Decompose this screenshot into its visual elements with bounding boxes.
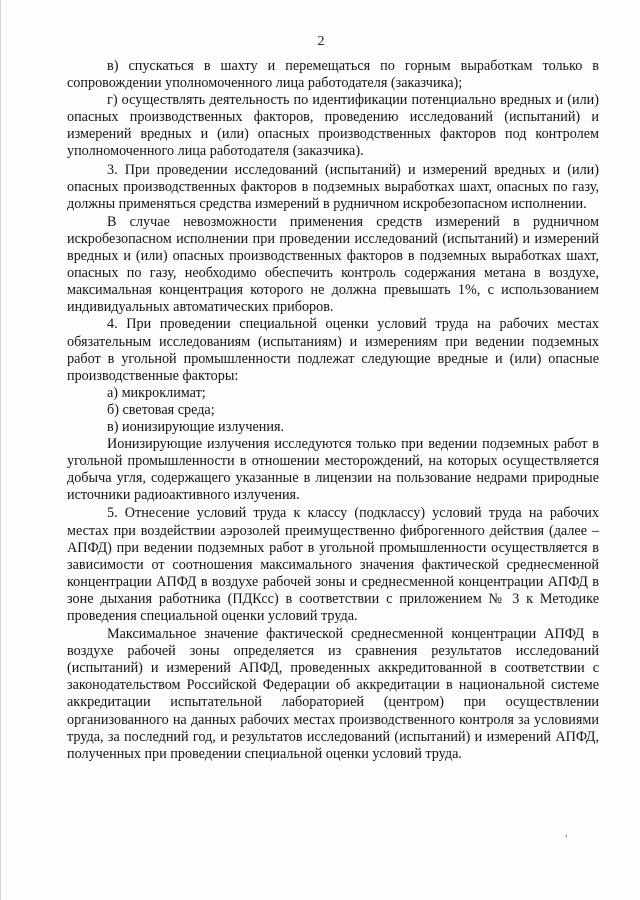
paragraph-max-concentration: Максимальное значение фактической среднесменной концентрации АПФД в воздухе рабочей зоны определяется из сравнения результатов исследований (испытаний) и измерений АПФД, проведенных аккредитованной в соответствии с законодательством Российской Федерации об аккредитации в национальной системе аккредитации испытательной лабораторией (центром) при осуществлении организованного на данных рабочих местах производственного контроля за условиями труда, за последний год, и результатов исследований (испытаний) и измерений АПФД, полученных при проведении специальной оценки условий труда. [67, 626, 599, 762]
paragraph-clause-3: 3. При проведении исследований (испытаний) и измерений вредных и (или) опасных производственных факторов в подземных выработках шахт, опасных по газу, должны применяться средства измерений в рудничном искробезопасном исполнении. [67, 161, 599, 212]
paragraph-item-g: г) осуществлять деятельность по идентификации потенциально вредных и (или) опасных производственных факторов, проведению исследований (испытаний) и измерений вредных и (или) опасных производственных факторов под контролем уполномоченного лица работодателя (заказчика). [67, 92, 599, 160]
paragraph-clause-5: 5. Отнесение условий труда к классу (подклассу) условий труда на рабочих местах при воздействии аэрозолей преимущественно фиброгенного действия (далее – АПФД) при ведении подземных работ в угольной промышленности осуществляется в зависимости от соотношения максимального значения фактической среднесменной концентрации АПФД в воздухе рабочей зоны и среднесменной концентрации АПФД в зоне дыхания работника (ПДКсс) в соответствии с приложением № 3 к Методике проведения специальной оценки условий труда. [67, 505, 599, 624]
paragraph-clause-4: 4. При проведении специальной оценки условий труда на рабочих местах обязательным исследованиям (испытаниям) и измерениям при ведении подземных работ в угольной промышленности подлежат следующие вредные и (или) опасные производственные факторы: [67, 316, 599, 384]
paragraph-ionizing-radiation: Ионизирующие излучения исследуются только при ведении подземных работ в угольной промышленности в отношении месторождений, на которых осуществляется добыча угля, содержащего указанные в лицензии на пользование недрами природные источники радиоактивного излучения. [67, 436, 599, 504]
document-body [67, 58, 599, 763]
factor-list-item: в) ионизирующие излучения. [107, 418, 285, 435]
paragraph-methane-control: В случае невозможности применения средств измерений в рудничном искробезопасном исполнении при проведении исследований (испытаний) и измерений вредных и (или) опасных производственных факторов в подземных выработках шахт, опасных по газу, необходимо обеспечить контроль содержания метана в воздухе, максимальная концентрация которого не должна превышать 1%, с использованием индивидуальных автоматических приборов. [67, 213, 599, 316]
paragraph-item-v: в) спускаться в шахту и перемещаться по горным выработкам только в сопровождении уполномоченного лица работодателя (заказчика); [67, 58, 599, 92]
corner-mark: , [565, 828, 568, 839]
factor-list-item: б) световая среда; [107, 401, 215, 418]
factor-list-item: а) микроклимат; [107, 384, 206, 401]
page-number: 2 [317, 34, 325, 49]
